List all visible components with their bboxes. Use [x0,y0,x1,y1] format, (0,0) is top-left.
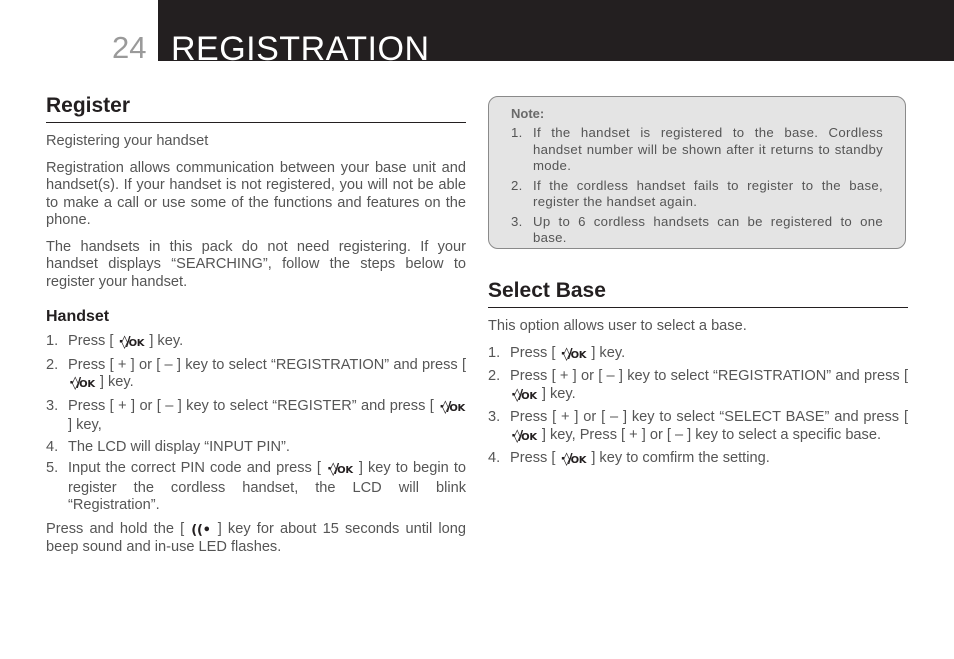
note-box [488,96,906,249]
select-base-intro: This option allows user to select a base. [488,318,747,334]
list-item: 3. Press [ + ] or [ – ] key to select “REGISTER” and press [ ·◊/OK ] key, [46,397,465,433]
list-item: 4. Press [ ·◊/OK ] key to comfirm the setting. [488,450,908,470]
register-title: Register [46,94,466,123]
list-item: 2. Press [ + ] or [ – ] key to select “REGISTRATION” and press [ ·◊/OK ] key. [46,357,466,394]
register-para-2: The handsets in this pack do not need registering. If your handset displays “SEARCHING”, follow the steps below to register your handset. [46,238,466,290]
ok-key-icon: ·◊/OK [69,376,95,391]
register-subtitle: Registering your handset [46,133,209,149]
list-item: 2. Press [ + ] or [ – ] key to select “REGISTRATION” and press [ ·◊/OK ] key. [488,368,908,405]
list-item: 1. Press [ ·◊/OK ] key. [46,333,466,353]
register-steps [46,333,466,515]
page-key-icon: ((• [191,522,211,538]
handset-subtitle: Handset [46,308,110,325]
register-section [46,94,466,557]
select-base-section [488,279,908,470]
select-base-title: Select Base [488,279,908,308]
page-title: REGISTRATION [171,30,430,68]
list-item: 1. Press [ ·◊/OK ] key. [488,345,908,365]
ok-key-icon: ·◊/OK [560,346,587,362]
list-item: 1. If the handset is registered to the base. Cordless handset number will be shown after it returns to standby mode. [511,125,883,173]
list-item: 3. Press [ + ] or [ – ] key to select “SELECT BASE” and press [ ·◊/OK ] key, Press [ + ] or [ – ] key to select a specific base. [488,409,908,446]
register-para-1: Registration allows communication between your base unit and handset(s). If your handset is not registered, you will not be able to make a call or use some of the functions and features on the phone. [46,159,466,228]
list-item: 2. If the cordless handset fails to register to the base, register the handset again. [511,177,883,209]
list-item: 3. Up to 6 cordless handsets can be registered to one base. [511,213,883,245]
ok-key-icon: ·◊/OK [327,462,353,477]
select-base-steps [488,345,908,470]
ok-key-icon: ·◊/OK [511,387,537,403]
register-final-note: Press and hold the [ ((• ] key for about 15 seconds until long beep sound and in-use LED flashes. [46,520,466,555]
list-item: 5. Input the correct PIN code and press [ ·◊/OK ] key to begin to register the cordless handset, the LCD will blink “Registration”. [46,460,466,513]
list-item: 4. The LCD will display “INPUT PIN”. [46,438,290,455]
page-number: 24 [112,30,147,65]
note-list [511,125,883,247]
ok-key-icon: ·◊/OK [118,335,145,350]
ok-key-icon: ·◊/OK [560,452,587,467]
ok-key-icon: ·◊/OK [439,399,465,415]
ok-key-icon: ·◊/OK [511,428,537,444]
note-title: Note: [511,106,545,121]
